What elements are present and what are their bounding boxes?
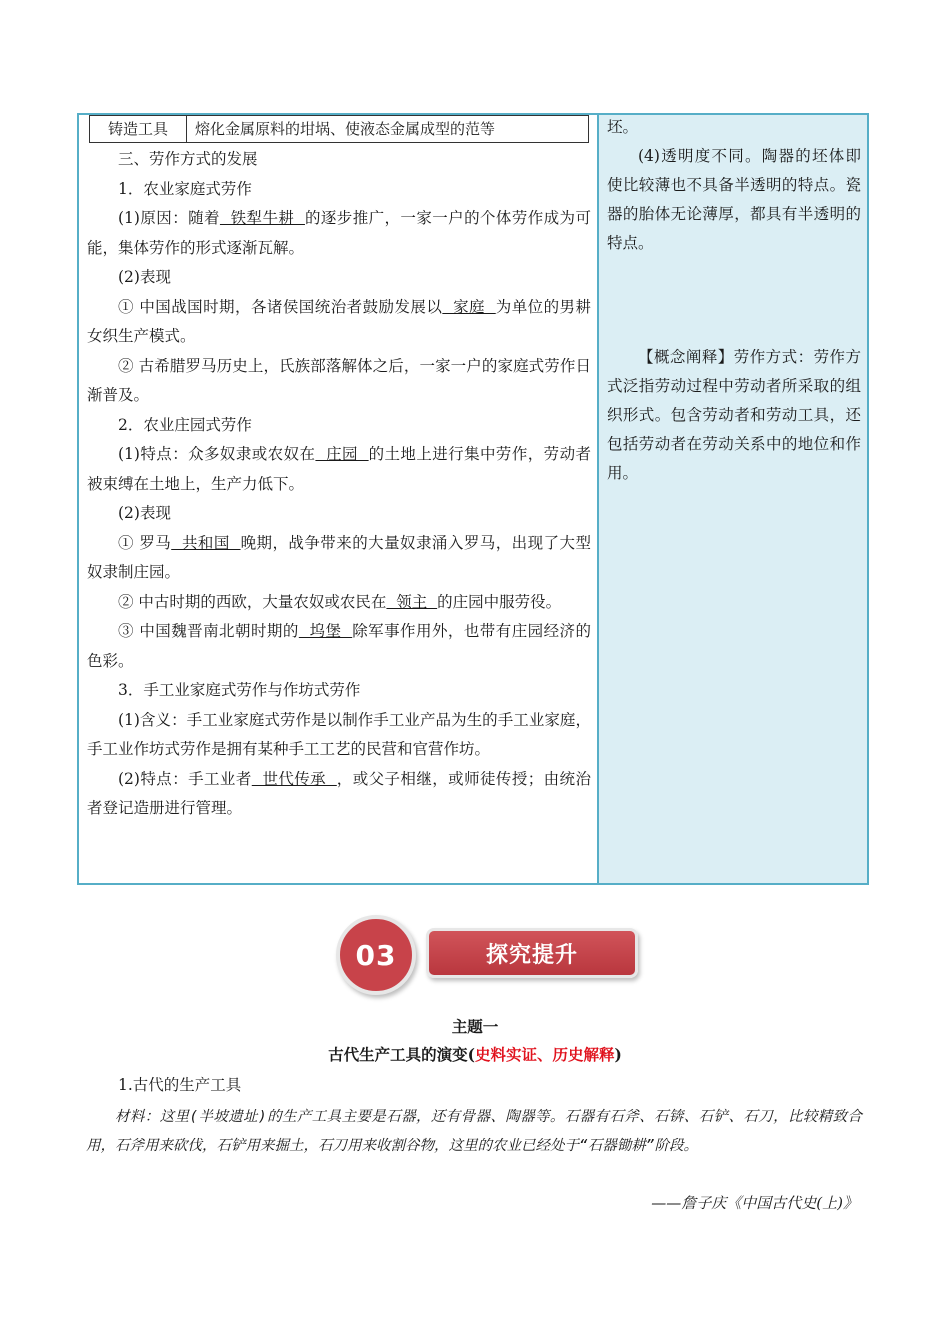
topic-subtitle-highlight: 史料实证、历史解释 (474, 1045, 615, 1064)
tool-table-row (89, 115, 589, 143)
fill-blank: 铁犁牛耕 (219, 209, 305, 227)
material-quote: 材料：这里(半坡遗址)的生产工具主要是石器，还有骨器、陶器等。石器有石斧、石锛、石铲、石刀，比较精致合用，石斧用来砍伐，石铲用来掘土，石刀用来收割谷物，这里的农业已经处于“石器锄耕”阶段。 (86, 1109, 862, 1154)
fill-blank: 庄园 (315, 445, 369, 463)
section-badge (336, 915, 646, 995)
fill-blank: 坞堡 (298, 622, 353, 640)
paragraph: (1)原因：随着 铁犁牛耕 的逐步推广，一家一户的个体劳作成为可能，集体劳作的形式逐渐瓦解。 (87, 209, 591, 257)
paragraph: ① 中国战国时期，各诸侯国统治者鼓励发展以 家庭 为单位的男耕女织生产模式。 (87, 297, 591, 345)
fill-blank: 领主 (386, 592, 438, 611)
fill-blank: 共和国 (171, 533, 241, 552)
concept-note (607, 343, 861, 488)
side-note-top (607, 113, 861, 258)
paragraph: ③ 中国魏晋南北朝时期的 坞堡 除军事作用外，也带有庄园经济的色彩。 (87, 622, 591, 670)
main-text (87, 145, 591, 824)
side-notes-column (599, 115, 867, 883)
concept-paragraph: 【概念阐释】劳作方式：劳作方式泛指劳动过程中劳动者所采取的组织形式。包含劳动者和劳动工具，还包括劳动者在劳动关系中的地位和作用。 (607, 348, 861, 482)
paragraph: ① 罗马 共和国 晚期，战争带来的大量奴隶涌入罗马，出现了大型奴隶制庄园。 (87, 533, 591, 581)
paragraph: (1)特点：众多奴隶或农奴在 庄园 的土地上进行集中劳作，劳动者被束缚在土地上，生产力低下。 (87, 445, 591, 493)
paragraph: (2)表现 (118, 268, 171, 286)
topic-subtitle: 古代生产工具的演变(史料实证、历史解释) (328, 1045, 622, 1064)
subsection-title: 3．手工业家庭式劳作与作坊式劳作 (118, 681, 361, 699)
note-line: 坯。 (607, 118, 639, 136)
tool-desc-cell: 熔化金属原料的坩埚、使液态金属成型的范等 (195, 120, 496, 138)
subsection-title: 2．农业庄园式劳作 (118, 415, 252, 434)
paragraph: (2)表现 (118, 504, 171, 522)
tool-name-cell: 铸造工具 (90, 116, 187, 142)
material-source: ——詹子庆《中国古代史(上)》 (651, 1194, 858, 1212)
subsection-title: 1．农业家庭式劳作 (118, 179, 252, 198)
section-heading: 三、劳作方式的发展 (118, 150, 258, 168)
paragraph: ② 古希腊罗马历史上，氏族部落解体之后，一家一户的家庭式劳作日渐普及。 (87, 356, 591, 404)
main-column (79, 115, 599, 883)
note-paragraph: (4)透明度不同。陶器的坯体即使比较薄也不具备半透明的特点。瓷器的胎体无论薄厚，都具有半透明的特点。 (607, 147, 861, 252)
fill-blank: 世代传承 (251, 769, 337, 788)
badge-number: 03 (355, 938, 397, 972)
paragraph: (1)含义：手工业家庭式劳作是以制作手工业产品为生的手工业家庭，手工业作坊式劳作是拥有某种手工工艺的民营和官营作坊。 (87, 710, 591, 758)
paragraph: ② 中古时期的西欧，大量农奴或农民在 领主 的庄园中服劳役。 (118, 592, 562, 611)
section-title: 1.古代的生产工具 (118, 1076, 242, 1094)
content-frame (77, 113, 869, 885)
paragraph: (2)特点：手工业者 世代传承 ，或父子相继，或师徒传授；由统治者登记造册进行管理。 (87, 769, 591, 817)
fill-blank: 家庭 (442, 297, 496, 316)
topic-title: 主题一 (451, 1017, 499, 1036)
badge-label: 探究提升 (426, 928, 638, 978)
